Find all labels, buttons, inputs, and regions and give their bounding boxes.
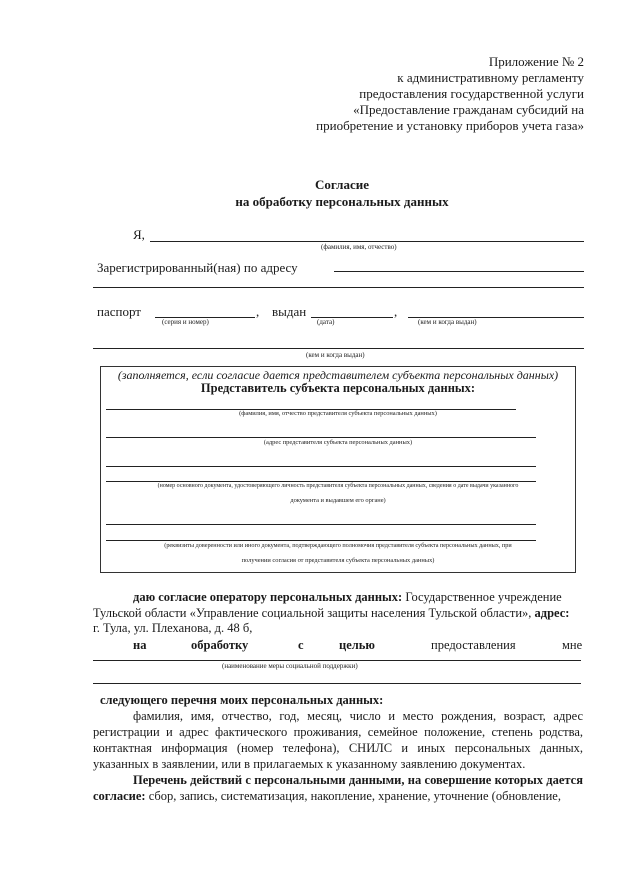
appendix-line-2: к административному регламенту (397, 70, 584, 85)
consent-address-label: адрес: (531, 606, 570, 620)
issued-label: выдан (272, 304, 307, 319)
rep-proxy-field-2[interactable] (106, 540, 536, 541)
measure-field-1[interactable] (93, 660, 581, 661)
actions-consent-label: согласие: (93, 789, 146, 803)
word-tselyu: целью (339, 638, 375, 652)
list-line-4: указанных в заявлении, или в прилагаемых к указанному заявлению документах. (93, 757, 526, 771)
comma-1: , (256, 304, 260, 319)
representative-note: (заполняется, если согласие дается представителем субъекта персональных данных) (117, 368, 559, 382)
fio-field[interactable] (150, 241, 584, 242)
issuer-field-2[interactable] (93, 348, 584, 349)
word-na: на (133, 638, 147, 652)
rep-address-field[interactable] (106, 437, 536, 438)
rep-fio-hint: (фамилия, имя, отчество представителя субъекта персональных данных) (239, 410, 437, 417)
fio-hint: (фамилия, имя, отчество) (321, 243, 397, 251)
measure-field-2[interactable] (93, 683, 581, 684)
consent-address: г. Тула, ул. Плеханова, д. 48 б, (93, 621, 253, 635)
address-field-1[interactable] (334, 271, 584, 272)
rep-proxy-field-1[interactable] (106, 524, 536, 525)
list-line-2: регистрации и адрес фактического проживания, семейное положение, степень родства, (93, 725, 583, 739)
actions-line-2 (93, 789, 561, 804)
actions-list-text: сбор, запись, систематизация, накопление, хранение, уточнение (обновление, (145, 789, 561, 803)
list-line-3: контактная информация (номер телефона), СНИЛС и иных персональных данных, (93, 741, 583, 755)
document-title: Согласие (315, 177, 369, 192)
list-heading: следующего перечня моих персональных данных: (100, 693, 384, 707)
consent-line-1 (133, 590, 562, 605)
rep-address-hint: (адрес представителя субъекта персональных данных) (263, 439, 413, 446)
word-s: с (298, 638, 304, 652)
actions-line-1: Перечень действий с персональными данными, на совершение которых дается (133, 773, 583, 787)
measure-hint: (наименование меры социальной поддержки) (222, 662, 358, 670)
registered-label: Зарегистрированный(ная) по адресу (97, 260, 298, 275)
list-line-1: фамилия, имя, отчество, год, месяц, число и место рождения, возраст, адрес (133, 709, 583, 723)
appendix-line-5: приобретение и установку приборов учета газа» (316, 118, 584, 133)
comma-2: , (394, 304, 398, 319)
issuer-hint-1: (кем и когда выдан) (418, 318, 477, 326)
consent-bold-lead: даю согласие оператору персональных данных: (133, 590, 403, 604)
appendix-number: Приложение № 2 (488, 54, 584, 69)
word-obrabotku: обработку (191, 638, 249, 652)
consent-line-2 (93, 606, 569, 621)
rep-doc-hint-1: (номер основного документа, удостоверяющего личность представителя субъекта персональных данных, сведения о дате выдачи указанного (157, 483, 519, 489)
word-mne: мне (562, 638, 583, 652)
consent-operator-name: Тульской области «Управление социальной защиты населения Тульской области», (93, 606, 532, 620)
rep-doc-hint-2: документа и выдавшем его органе) (290, 497, 386, 504)
series-hint: (серия и номер) (162, 318, 209, 326)
rep-proxy-hint-1: (реквизиты доверенности или иного документа, подтверждающего полномочия представителя субъекта персональных данных, при (164, 542, 512, 549)
date-hint: (дата) (317, 318, 335, 326)
ya-label: Я, (133, 227, 145, 242)
address-field-2[interactable] (93, 287, 584, 288)
rep-doc-field-1[interactable] (106, 466, 536, 467)
appendix-line-3: предоставления государственной услуги (359, 86, 584, 101)
passport-label: паспорт (97, 304, 141, 319)
consent-operator-start: Государственное учреждение (402, 590, 562, 604)
word-predostavleniya: предоставления (431, 638, 516, 652)
rep-proxy-hint-2: получении согласия от представителя субъекта персональных данных) (241, 557, 435, 564)
appendix-line-4: «Предоставление гражданам субсидий на (353, 102, 584, 117)
document-subtitle: на обработку персональных данных (235, 194, 449, 209)
representative-heading: Представитель субъекта персональных данных: (200, 381, 476, 395)
issuer-hint-2: (кем и когда выдан) (306, 351, 365, 359)
